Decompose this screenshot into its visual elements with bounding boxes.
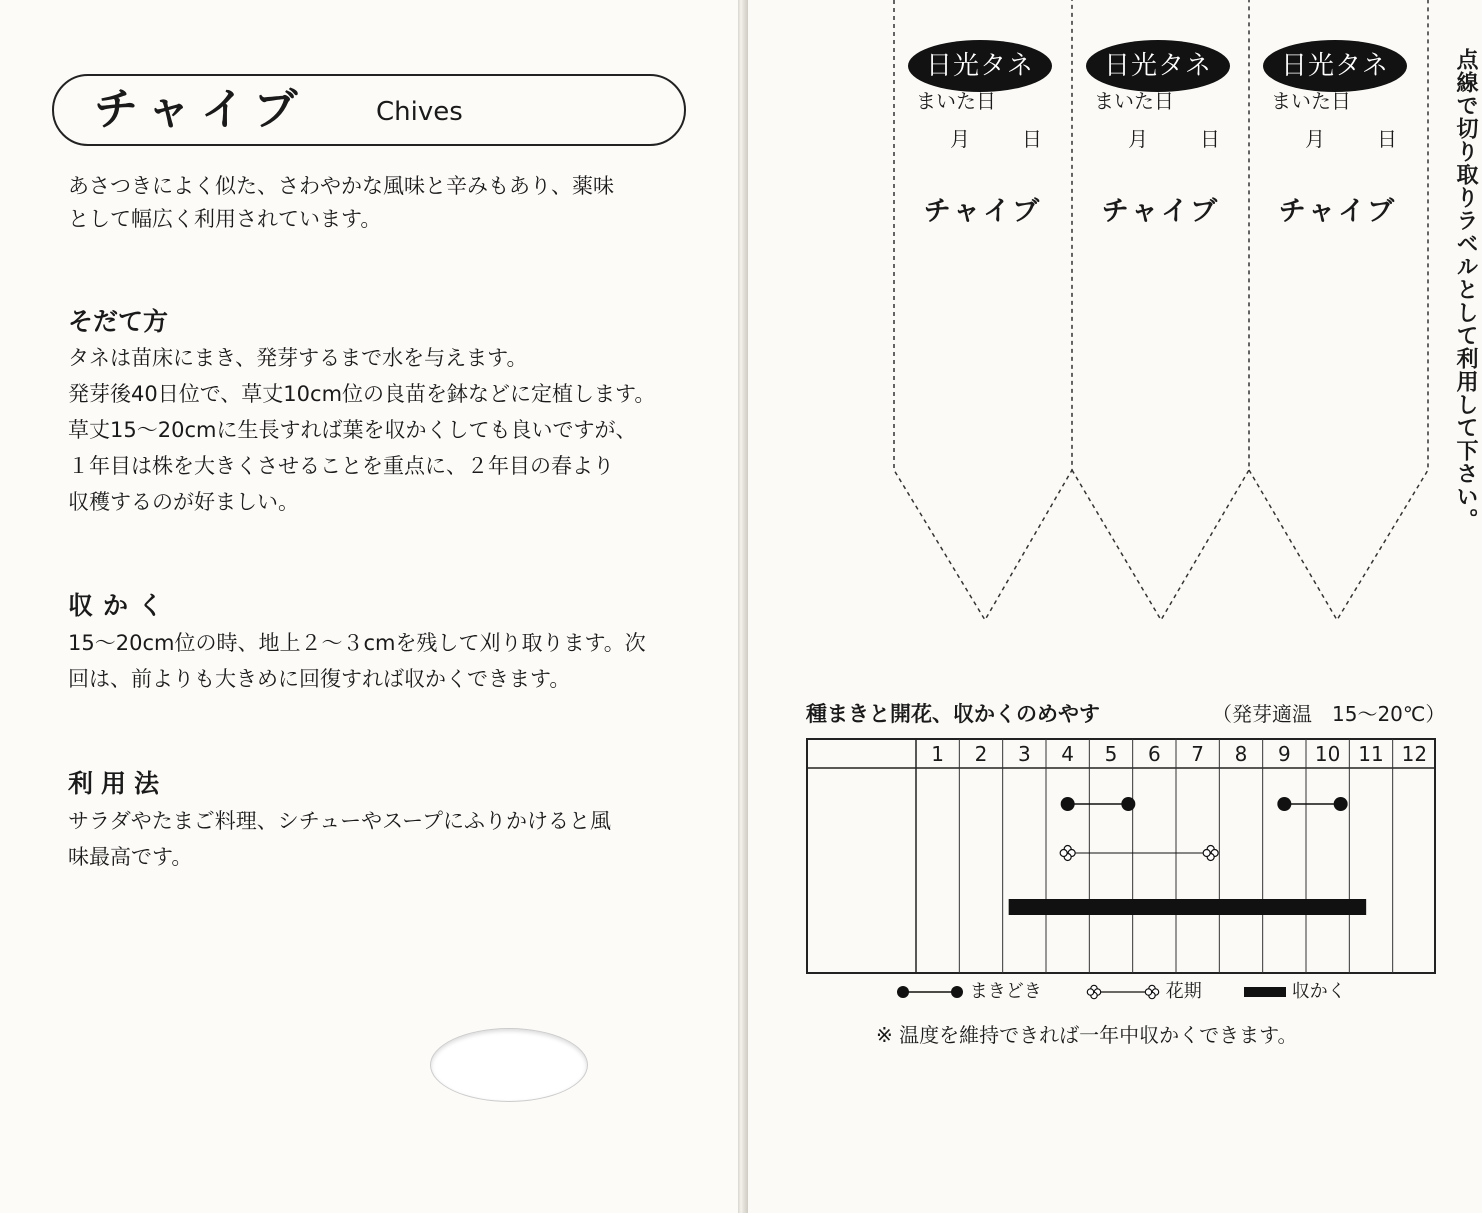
chart-frame <box>807 739 1435 973</box>
bar-icon <box>1244 986 1286 998</box>
growing-line: 草丈15～20cmに生長すれば葉を収かくしても良いですが、 <box>68 418 637 442</box>
legend-flowering <box>1086 978 1202 1006</box>
month-label: 10 <box>1314 742 1341 766</box>
sowing-end-dot <box>1334 797 1348 811</box>
sown-date-label: まいた日 <box>916 89 996 113</box>
legend-sowing-label: まきどき <box>969 981 1042 1002</box>
legend-sowing <box>896 978 1042 1006</box>
usage-line: サラダやたまご料理、シチューやスープにふりかけると風 <box>68 809 612 833</box>
chart-footnote: ※ 温度を維持できれば一年中収かくできます。 <box>876 1023 1298 1047</box>
flower-line-icon <box>1086 984 1160 1000</box>
harvest-heading: 収かく <box>68 591 174 620</box>
growing-heading: そだて方 <box>68 307 169 336</box>
tag-plant-name: チャイブ <box>1101 196 1221 227</box>
growing-line: １年目は株を大きくさせることを重点に、２年目の春より <box>68 454 614 478</box>
brand-badge: 日光タネ <box>1263 40 1407 92</box>
month-label: 9 <box>1277 742 1291 766</box>
month-label: 5 <box>1104 742 1118 766</box>
title-japanese: チャイブ <box>94 84 308 135</box>
tag-plant-name: チャイブ <box>1278 196 1398 227</box>
sowing-start-dot <box>1061 797 1075 811</box>
label-tag-1[interactable] <box>894 30 1072 630</box>
tag-plant-name: チャイブ <box>923 196 1043 227</box>
brand-badge: 日光タネ <box>1086 40 1230 92</box>
sowing-end-dot <box>1121 797 1135 811</box>
chart-title: 種まきと開花、収かくのめやす <box>806 702 1100 726</box>
usage-line: 味最高です。 <box>68 845 193 869</box>
flower-petal <box>1060 850 1067 857</box>
legend-harvest-label: 収かく <box>1291 981 1346 1002</box>
growing-line: 収穫するのが好ましい。 <box>68 490 299 514</box>
growing-line: タネは苗床にまき、発芽するまで水を与えます。 <box>68 346 528 370</box>
day-label: 日 <box>1200 127 1220 151</box>
month-label: 4 <box>1061 742 1075 766</box>
germination-temp-note: （発芽適温 15～20℃） <box>1212 702 1446 726</box>
legend-flowering-label: 花期 <box>1165 981 1202 1002</box>
intro-line: として幅広く利用されています。 <box>68 207 382 231</box>
month-label: 2 <box>974 742 988 766</box>
schedule-chart <box>806 738 1436 974</box>
cut-instruction: 点線で切り取りラベルとして利用して下さい。 <box>1453 48 1478 531</box>
label-tag-3[interactable] <box>1249 30 1427 630</box>
month-label: 6 <box>1147 742 1161 766</box>
month-label: 8 <box>1234 742 1248 766</box>
month-label: 3 <box>1017 742 1031 766</box>
day-label: 日 <box>1377 127 1397 151</box>
dot-line-icon <box>896 985 964 999</box>
flower-petal <box>1203 850 1210 857</box>
growing-line: 発芽後40日位で、草丈10cm位の良苗を鉢などに定植します。 <box>68 382 656 406</box>
month-label: 11 <box>1358 742 1384 766</box>
sowing-start-dot <box>1277 797 1291 811</box>
usage-heading: 利用法 <box>68 769 168 798</box>
month-label: 7 <box>1191 742 1205 766</box>
brand-badge: 日光タネ <box>908 40 1052 92</box>
sown-date-label: まいた日 <box>1094 89 1174 113</box>
legend-harvest <box>1244 978 1346 1006</box>
month-label: 月 <box>1305 127 1325 151</box>
sown-date-label: まいた日 <box>1271 89 1351 113</box>
label-tag-2[interactable] <box>1072 30 1250 630</box>
month-label: 12 <box>1401 742 1428 766</box>
day-label: 日 <box>1022 127 1042 151</box>
harvest-line: 回は、前よりも大きめに回復すれば収かくできます。 <box>68 667 571 691</box>
harvest-period-bar <box>1009 899 1367 915</box>
harvest-line: 15～20cm位の時、地上２～３cmを残して刈り取ります。次 <box>68 631 646 655</box>
title-english: Chives <box>376 97 463 127</box>
month-label: 月 <box>950 127 970 151</box>
month-label: 月 <box>1128 127 1148 151</box>
intro-line: あさつきによく似た、さわやかな風味と辛みもあり、薬味 <box>68 174 614 198</box>
month-label: 1 <box>931 742 945 766</box>
